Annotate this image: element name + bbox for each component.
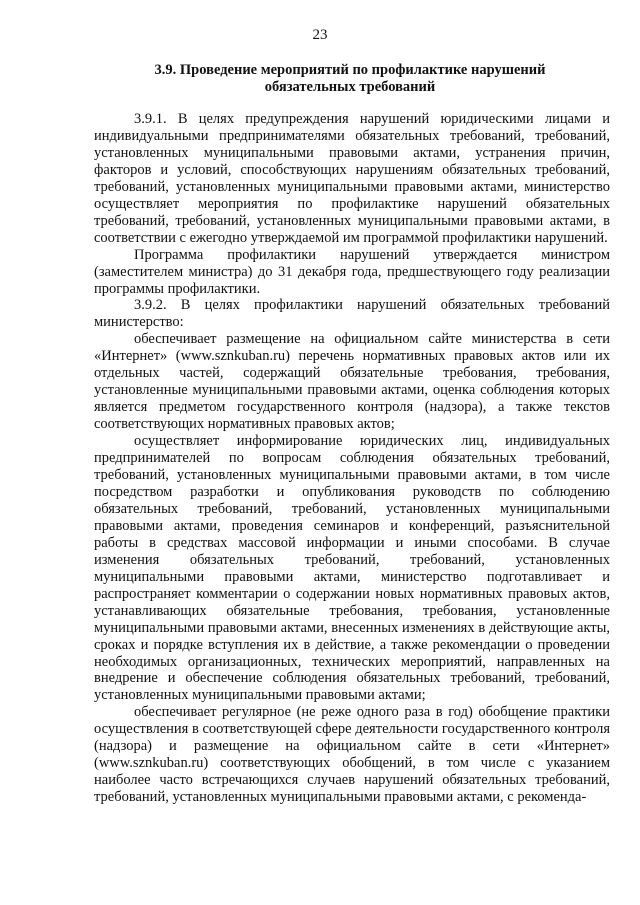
page-number: 23: [312, 27, 328, 43]
body-text: [94, 111, 610, 806]
paragraph-website-publication: обеспечивает размещение на официальном сайте министерства в сети «Интернет» (www.sznkuban.ru) перечень нормативных правовых актов или их отдельных частей, содержащий обязательные требования, требования, установленные муниципальными правовыми актами, оценка соблюдения которых является предметом государственного контроля (надзора), а также текстов соответствующих нормативных правовых актов;: [94, 331, 610, 433]
section-heading-line-2: обязательных требований: [264, 79, 436, 95]
paragraph-3-9-2: 3.9.2. В целях профилактики нарушений обязательных требований министерство:: [94, 297, 610, 331]
paragraph-practice-summary: обеспечивает регулярное (не реже одного раза в год) обобщение практики осуществления в соответствующей сфере деятельности государственного контроля (надзора) и размещение на официальном сайте в сети «Интернет» (www.sznkuban.ru) соответствующих обобщений, в том числе с указанием наиболее часто встречающихся случаев нарушений обязательных требований, требований, установленных муниципальными правовыми актами, с рекоменда-: [94, 704, 610, 806]
paragraph-3-9-1: 3.9.1. В целях предупреждения нарушений юридическими лицами и индивидуальными предпринимателями обязательных требований, требований, установленных муниципальными правовыми актами, устранения причин, факторов и условий, способствующих нарушениям обязательных требований, требований, установленных муниципальными правовыми актами, министерство осуществляет мероприятия по профилактике нарушений обязательных требований, требований, установленных муниципальными правовыми актами, в соответствии с ежегодно утверждаемой им программой профилактики нарушений.: [94, 111, 610, 246]
section-heading: [140, 62, 560, 96]
paragraph-program-approval: Программа профилактики нарушений утверждается министром (заместителем министра) до 31 декабря года, предшествующего году реализации программы профилактики.: [94, 246, 610, 297]
paragraph-informing: осуществляет информирование юридических лиц, индивидуальных предпринимателей по вопросам соблюдения обязательных требований, требований, установленных муниципальными правовыми актами, в том числе посредством разработки и опубликования руководств по соблюдению обязательных требований, требований, установленных муниципальными правовыми актами, проведения семинаров и конференций, разъяснительной работы в средствах массовой информации и иными способами. В случае изменения обязательных требований, требований, установленных муниципальными правовыми актами, министерство подготавливает и распространяет комментарии о содержании новых нормативных правовых актов, устанавливающих обязательные требования, требования, установленные муниципальными правовыми актами, внесенных изменениях в действующие акты, сроках и порядке вступления их в действие, а также рекомендации о проведении необходимых организационных, технических мероприятий, направленных на внедрение и обеспечение соблюдения обязательных требований, требований, установленных муниципальными правовыми актами;: [94, 433, 610, 704]
section-heading-line-1: 3.9. Проведение мероприятий по профилактике нарушений: [154, 62, 546, 78]
